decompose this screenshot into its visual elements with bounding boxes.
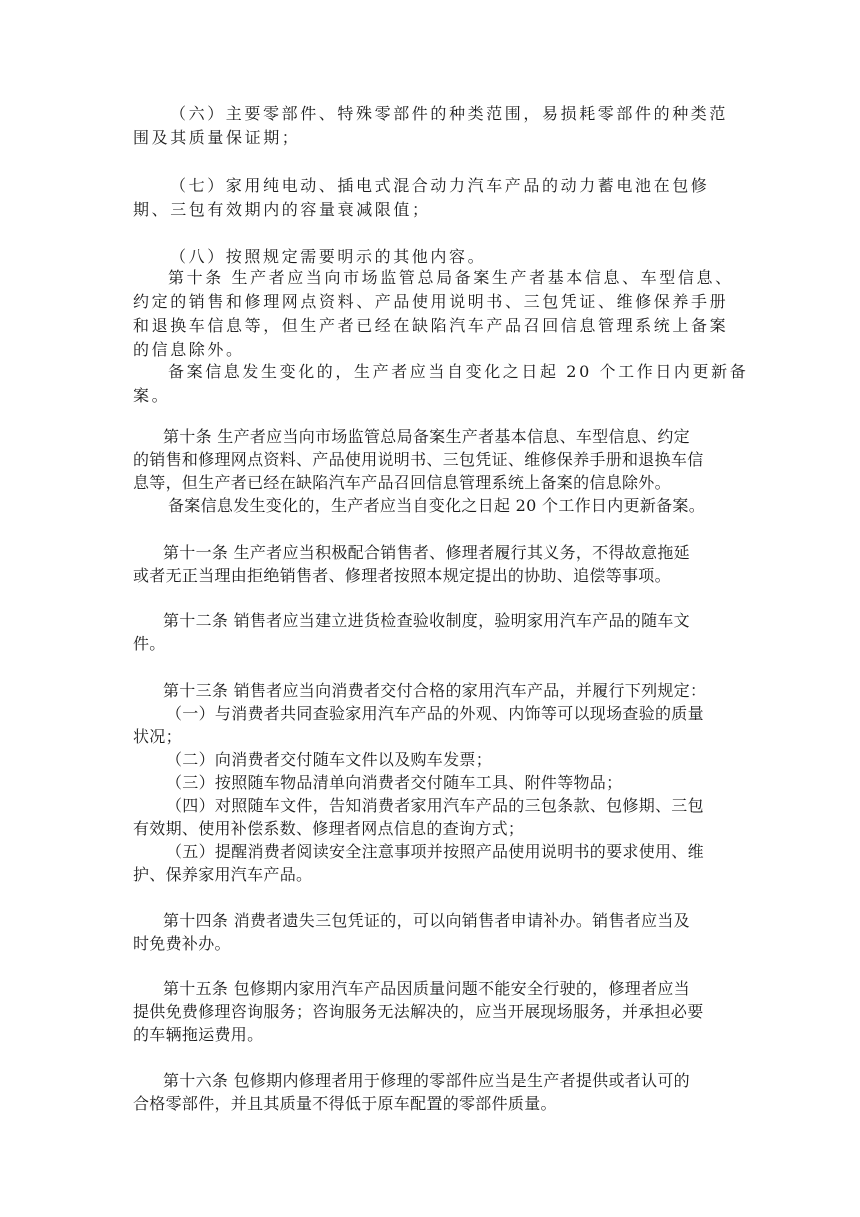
text-line: 和退换车信息等，但生产者已经在缺陷汽车产品召回信息管理系统上备案 bbox=[133, 316, 729, 335]
text-line: 提供免费修理咨询服务；咨询服务无法解决的，应当开展现场服务，并承担必要 bbox=[133, 1002, 704, 1021]
text-line: （三）按照随车物品清单向消费者交付随车工具、附件等物品； bbox=[166, 773, 623, 792]
text-line: 第十五条 包修期内家用汽车产品因质量问题不能安全行驶的，修理者应当 bbox=[163, 979, 690, 998]
text-line: 围及其质量保证期； bbox=[133, 128, 301, 147]
text-line: 第十六条 包修期内修理者用于修理的零部件应当是生产者提供或者认可的 bbox=[163, 1071, 690, 1090]
text-line: （八）按照规定需要明示的其他内容。 bbox=[170, 247, 487, 266]
text-line: （一）与消费者共同查验家用汽车产品的外观、内饰等可以现场查验的质量 bbox=[166, 704, 704, 723]
text-line: 第十一条 生产者应当积极配合销售者、修理者履行其义务，不得故意拖延 bbox=[163, 543, 690, 562]
text-line: （二）向消费者交付随车文件以及购车发票； bbox=[166, 750, 493, 769]
text-line: 第十二条 销售者应当建立进货检查验收制度，验明家用汽车产品的随车文 bbox=[163, 611, 690, 630]
text-line: 件。 bbox=[133, 634, 166, 653]
text-line: （五）提醒消费者阅读安全注意事项并按照产品使用说明书的要求使用、维 bbox=[166, 842, 704, 861]
text-line: 案。 bbox=[133, 386, 171, 405]
text-line: 或者无正当理由拒绝销售者、修理者按照本规定提出的协助、追偿等事项。 bbox=[133, 566, 671, 585]
text-line: 第十条 生产者应当向市场监管总局备案生产者基本信息、车型信息、约定 bbox=[163, 427, 690, 446]
text-line: （七）家用纯电动、插电式混合动力汽车产品的动力蓄电池在包修 bbox=[170, 176, 710, 195]
text-line: 护、保养家用汽车产品。 bbox=[133, 865, 313, 884]
text-line: （四）对照随车文件，告知消费者家用汽车产品的三包条款、包修期、三包 bbox=[166, 796, 704, 815]
text-line: 备案信息发生变化的，生产者应当自变化之日起 20 个工作日内更新备案。 bbox=[168, 496, 706, 515]
text-line: 第十四条 消费者遗失三包凭证的，可以向销售者申请补办。销售者应当及 bbox=[163, 911, 690, 930]
text-line: 第十条 生产者应当向市场监管总局备案生产者基本信息、车型信息、 bbox=[168, 268, 734, 287]
text-line: 有效期、使用补偿系数、修理者网点信息的查询方式； bbox=[133, 819, 525, 838]
text-line: 状况； bbox=[133, 727, 182, 746]
text-line: （六）主要零部件、特殊零部件的种类范围，易损耗零部件的种类范 bbox=[170, 104, 729, 123]
text-line: 的车辆拖运费用。 bbox=[133, 1025, 264, 1044]
text-line: 第十三条 销售者应当向消费者交付合格的家用汽车产品，并履行下列规定： bbox=[163, 681, 707, 700]
text-line: 的销售和修理网点资料、产品使用说明书、三包凭证、维修保养手册和退换车信 bbox=[133, 450, 704, 469]
text-line: 约定的销售和修理网点资料、产品使用说明书、三包凭证、维修保养手册 bbox=[133, 292, 729, 311]
text-line: 期、三包有效期内的容量衰减限值； bbox=[133, 200, 431, 219]
text-line: 的信息除外。 bbox=[133, 340, 245, 359]
text-line: 时免费补办。 bbox=[133, 934, 231, 953]
text-line: 息等，但生产者已经在缺陷汽车产品召回信息管理系统上备案的信息除外。 bbox=[133, 473, 671, 492]
text-line: 备案信息发生变化的，生产者应当自变化之日起 20 个工作日内更新备 bbox=[168, 362, 749, 381]
text-line: 合格零部件，并且其质量不得低于原车配置的零部件质量。 bbox=[133, 1094, 557, 1113]
